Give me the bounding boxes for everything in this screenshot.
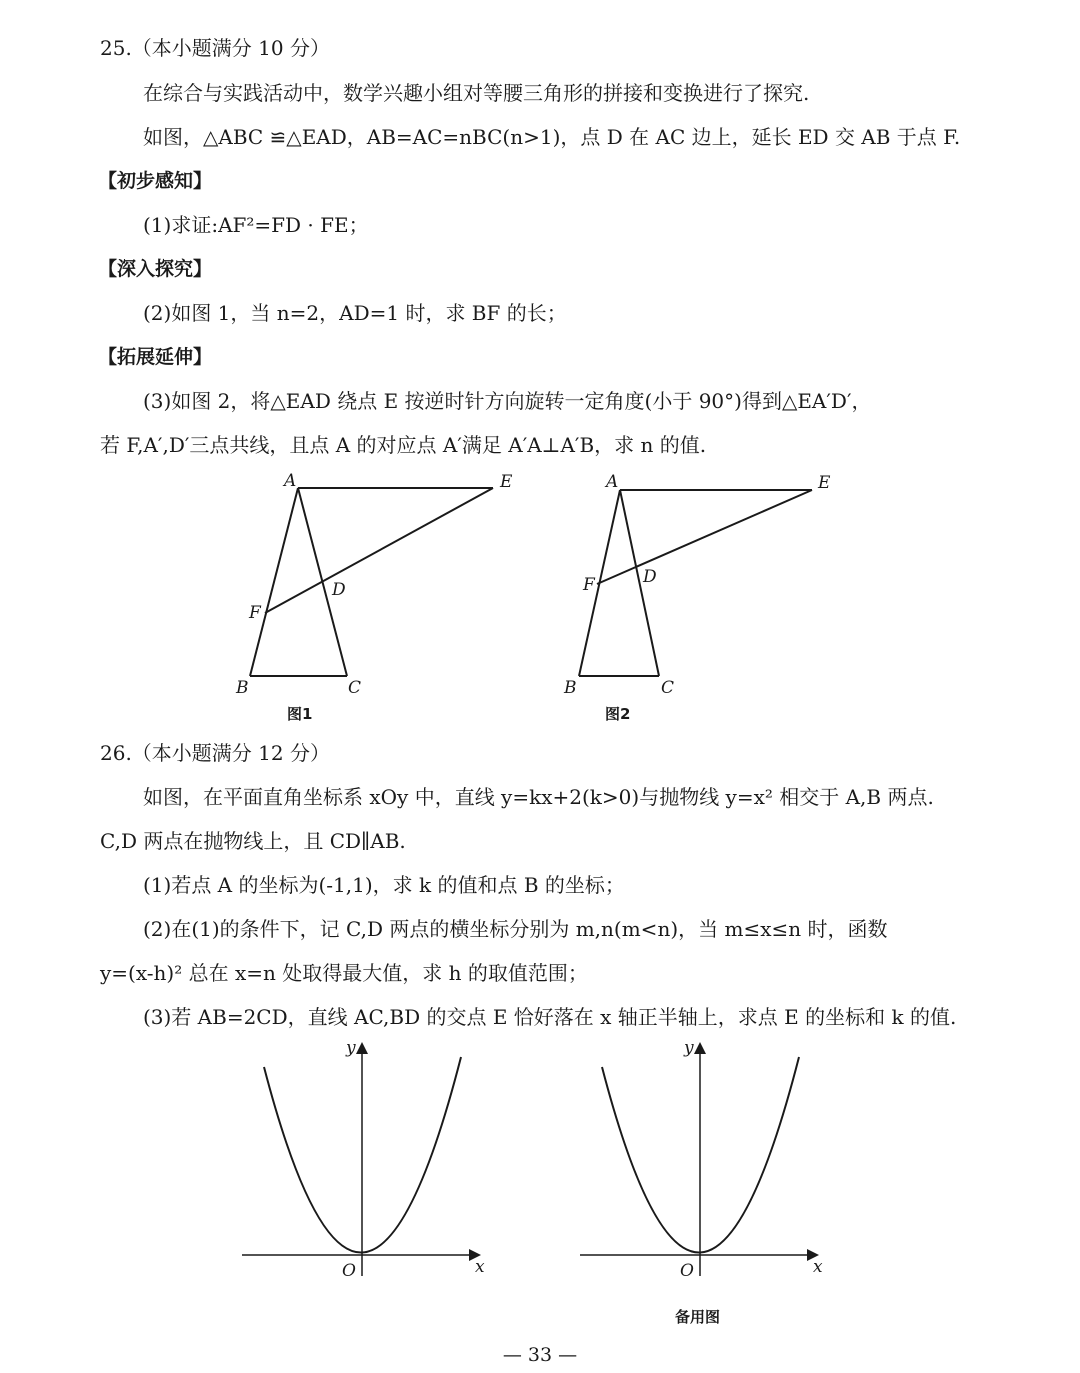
fig2-label-C: C <box>661 678 675 695</box>
g1-label-y: y <box>346 1040 356 1058</box>
q26-part2-b: y=(x-h)² 总在 x=n 处取得最大值，求 h 的取值范围； <box>100 961 588 985</box>
q25-part3-a: (3)如图 2，将△EAD 绕点 E 按逆时针方向旋转一定角度(小于 90°)得到△EA′D′， <box>143 389 872 413</box>
g1-label-origin: O <box>342 1261 356 1280</box>
fig1-label-B: B <box>236 678 249 695</box>
fig2-label-A: A <box>606 472 619 492</box>
figure-2 <box>555 470 845 699</box>
g2-label-origin: O <box>680 1261 694 1280</box>
q25-section-extend: 【拓展延伸】 <box>98 346 213 368</box>
parabola-graph-1 <box>240 1040 500 1284</box>
fig1-segment-AB <box>250 488 298 676</box>
q25-section-initial: 【初步感知】 <box>98 170 213 192</box>
q25-part3-b: 若 F,A′,D′三点共线，且点 A 的对应点 A′满足 A′A⊥A′B，求 n 的值. <box>100 433 707 457</box>
q26-part3: (3)若 AB=2CD，直线 AC,BD 的交点 E 恰好落在 x 轴正半轴上，求点 E 的坐标和 k 的值. <box>143 1005 957 1029</box>
fig2-label-E: E <box>818 473 831 493</box>
q25-part1: (1)求证:AF²=FD · FE； <box>143 213 369 237</box>
q25-intro: 在综合与实践活动中，数学兴趣小组对等腰三角形的拼接和变换进行了探究. <box>143 81 810 105</box>
q25-title: 25.（本小题满分 10 分） <box>100 36 330 60</box>
figure-1 <box>230 470 520 699</box>
fig2-label-F: F <box>583 575 595 595</box>
parabola-graph-2 <box>578 1040 838 1284</box>
q26-intro-a: 如图，在平面直角坐标系 xOy 中，直线 y=kx+2(k>0)与抛物线 y=x² 相交于 A,B 两点. <box>143 785 934 809</box>
graph2-caption: 备用图 <box>675 1308 721 1326</box>
fig2-label-D: D <box>643 567 657 587</box>
fig1-label-D: D <box>332 580 346 600</box>
fig1-label-C: C <box>348 678 362 695</box>
fig1-segment-EF <box>265 488 493 613</box>
q26-part1: (1)若点 A 的坐标为(-1,1)，求 k 的值和点 B 的坐标； <box>143 873 625 897</box>
g1-label-x: x <box>475 1257 485 1277</box>
fig1-caption: 图1 <box>287 705 313 723</box>
q25-section-deep: 【深入探究】 <box>98 258 213 280</box>
q26-title: 26.（本小题满分 12 分） <box>100 741 330 765</box>
fig2-caption: 图2 <box>605 705 631 723</box>
q25-part2: (2)如图 1，当 n=2，AD=1 时，求 BF 的长； <box>143 301 567 325</box>
q26-intro-b: C,D 两点在抛物线上，且 CD∥AB. <box>100 829 406 853</box>
fig1-label-E: E <box>500 472 513 492</box>
fig2-label-B: B <box>564 678 577 695</box>
q26-part2-a: (2)在(1)的条件下，记 C,D 两点的横坐标分别为 m,n(m<n)，当 m≤x≤n 时，函数 <box>143 917 888 941</box>
q25-given: 如图，△ABC ≌△EAD，AB=AC=nBC(n>1)，点 D 在 AC 边上，延长 ED 交 AB 于点 F. <box>143 125 961 149</box>
fig1-label-F: F <box>249 603 261 623</box>
fig1-label-A: A <box>284 471 297 491</box>
g2-label-y: y <box>684 1040 694 1058</box>
g2-label-x: x <box>813 1257 823 1277</box>
page-number: — 33 — <box>502 1344 578 1366</box>
